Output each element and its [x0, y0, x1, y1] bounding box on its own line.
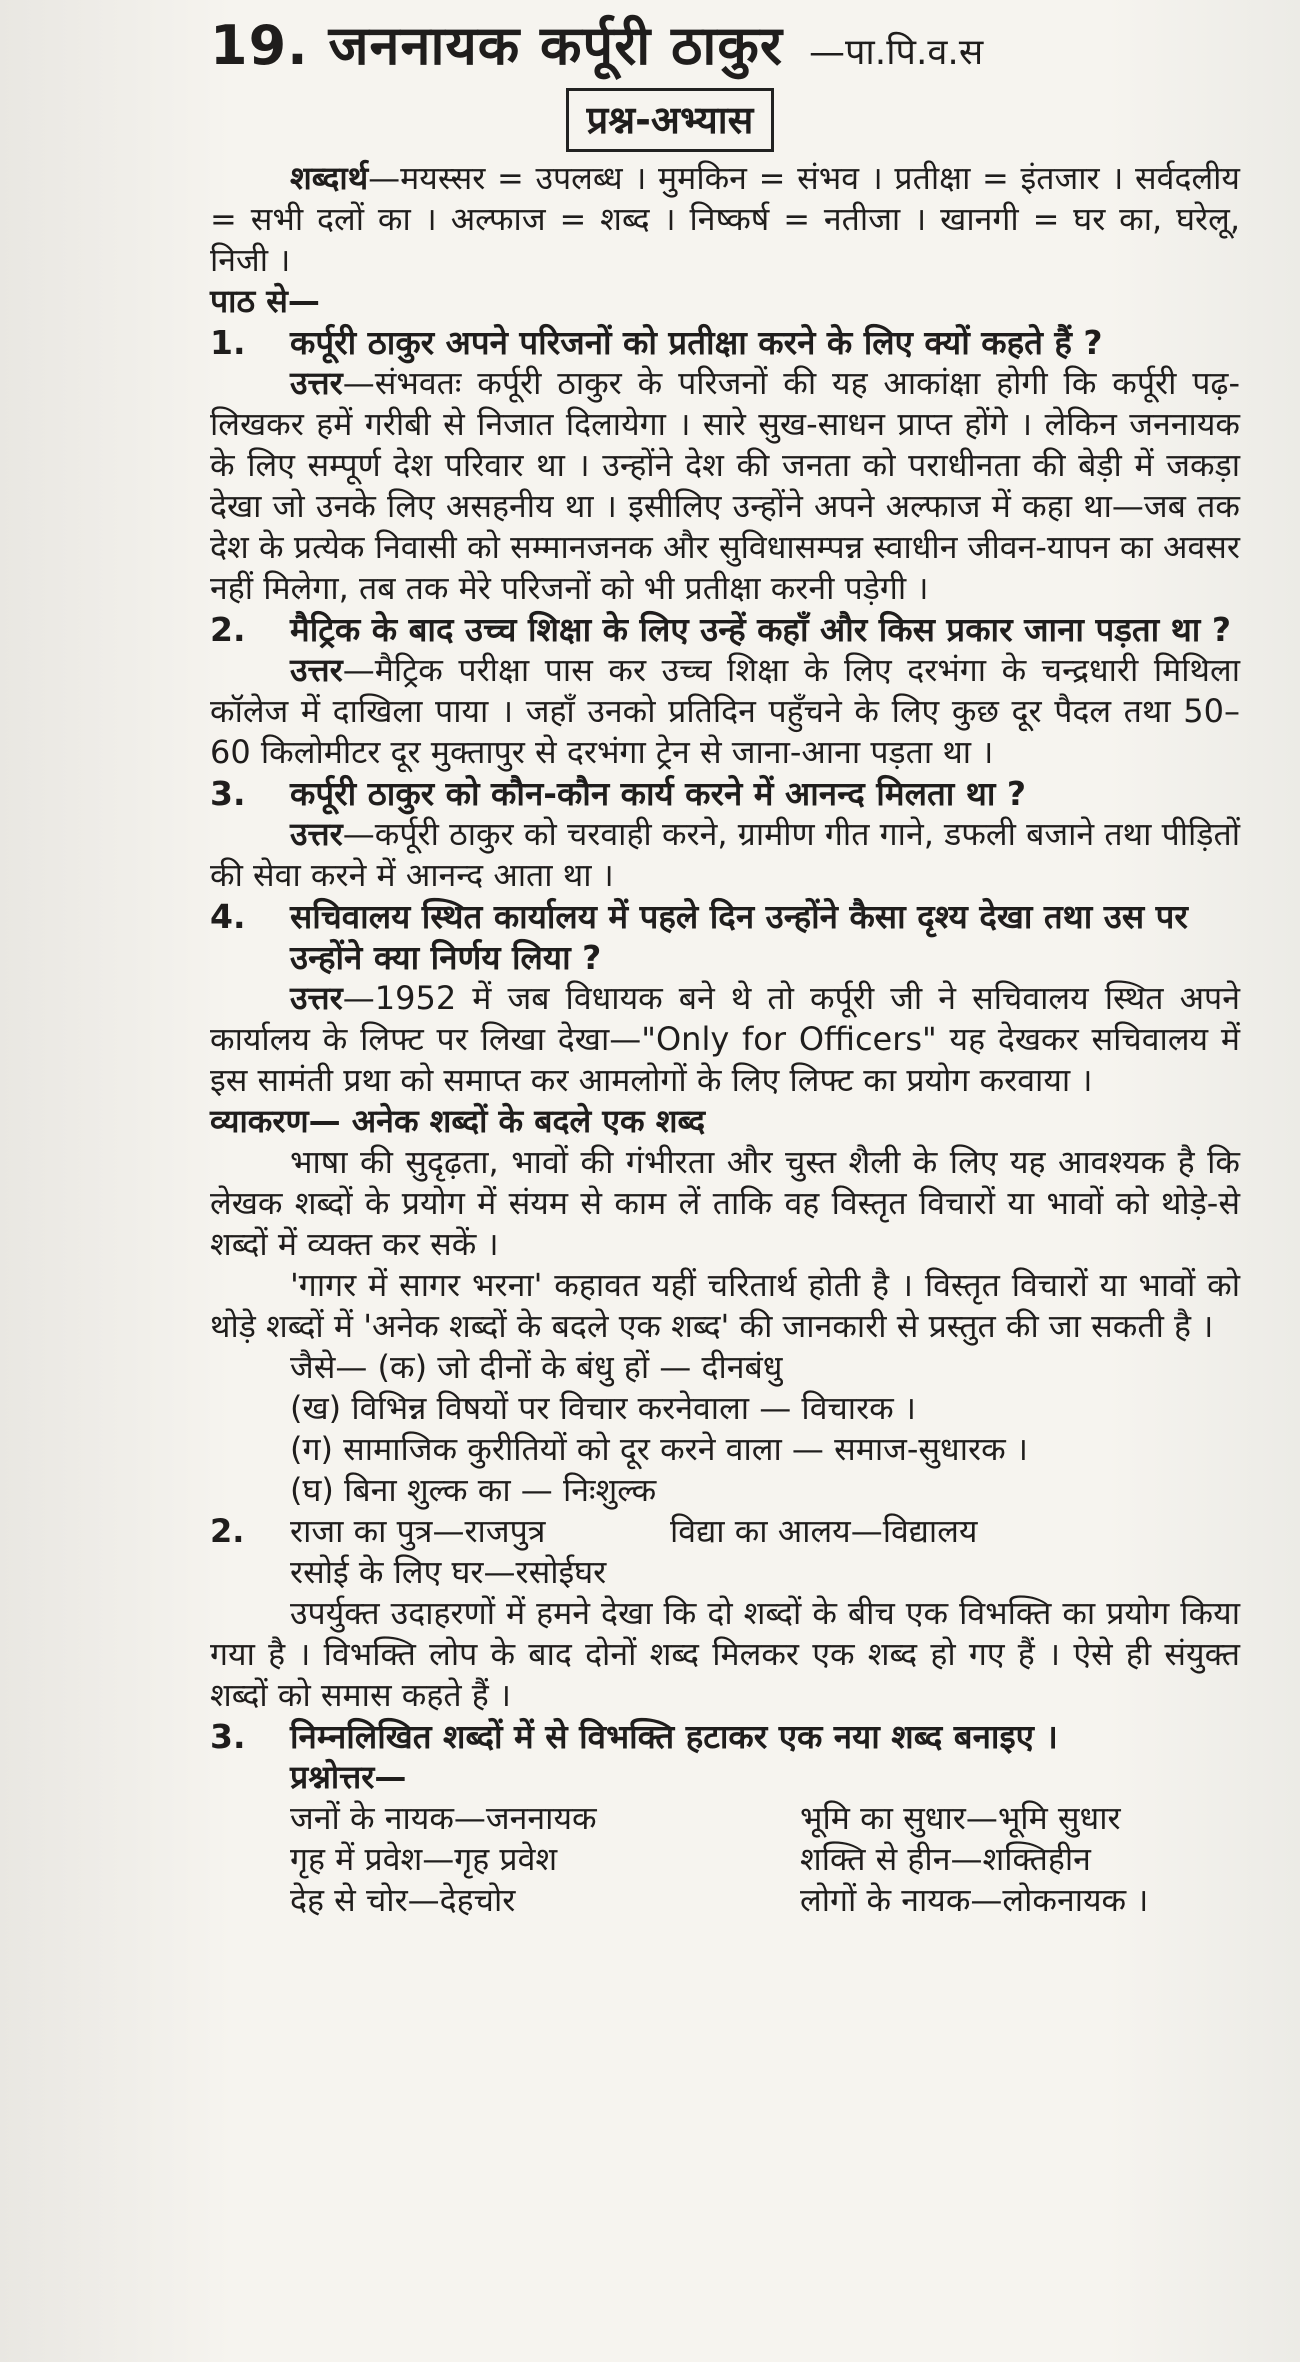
example-item: जैसे— (क) जो दीनों के बंधु हों — दीनबंधु: [290, 1348, 783, 1386]
grammar-paragraph: 'गागर में सागर भरना' कहावत यहीं चरितार्थ होती है । विस्तृत विचारों या भावों को थोड़े शब्दों में 'अनेक शब्दों के बदले एक शब्द' की जानकारी से प्रस्तुत की जा सकती है ।: [210, 1266, 1240, 1345]
question: [210, 609, 1240, 650]
answer-text: —1952 में जब विधायक बने थे तो कर्पूरी जी ने सचिवालय स्थित अपने कार्यालय के लिफ्ट पर लिखा देखा—"Only for Officers" यह देखकर सचिवालय में इस सामंती प्रथा को समाप्त कर आमलोगों के लिए लिफ्ट का प्रयोग करवाया ।: [210, 979, 1240, 1099]
question-block: [210, 609, 1240, 773]
pair-right: भूमि का सुधार—भूमि सुधार: [800, 1799, 1121, 1837]
pair-right: शक्ति से हीन—शक्तिहीन: [800, 1840, 1091, 1878]
chapter-header: [210, 6, 1240, 80]
glossary-text: —मयस्सर = उपलब्ध । मुमकिन = संभव । प्रतीक्षा = इंतजार । सर्वदलीय = सभी दलों का । अल्फाज = शब्द । निष्कर्ष = नतीजा । खानगी = घर का, घरेलू, निजी ।: [210, 159, 1240, 279]
pair-left: जनों के नायक—जननायक: [290, 1799, 597, 1837]
answers-label: प्रश्नोत्तर—: [290, 1758, 407, 1796]
pair-row: [210, 1880, 1240, 1921]
chapter-author: —पा.पि.व.स: [808, 32, 984, 73]
item-2-right: विद्या का आलय—विद्यालय: [670, 1512, 978, 1550]
pair-row: [210, 1798, 1240, 1839]
glossary: [210, 158, 1240, 281]
glossary-label: शब्दार्थ: [290, 159, 369, 197]
question-block: [210, 773, 1240, 896]
question-number: 2.: [210, 610, 246, 649]
answer: [210, 363, 1240, 609]
answer-text: —संभवतः कर्पूरी ठाकुर के परिजनों की यह आकांक्षा होगी कि कर्पूरी पढ़-लिखकर हमें गरीबी से निजात दिलायेगा । सारे सुख-साधन प्राप्त होंगे । लेकिन जननायक के लिए सम्पूर्ण देश परिवार था । उन्होंने देश की जनता को पराधीनता की बेड़ी में जकड़ा देखा जो उनके लिए असहनीय था । इसीलिए उन्होंने अपने अल्फाज में कहा था—जब तक देश के प्रत्येक निवासी को सम्मानजनक और सुविधासम्पन्न स्वाधीन जीवन-यापन का अवसर नहीं मिलेगा, तब तक मेरे परिजनों को भी प्रतीक्षा करनी पड़ेगी ।: [210, 364, 1240, 607]
from-lesson-heading: पाठ से—: [210, 282, 320, 320]
answer-label: उत्तर: [290, 651, 343, 689]
grammar-paragraph: भाषा की सुदृढ़ता, भावों की गंभीरता और चुस्त शैली के लिए यह आवश्यक है कि लेखक शब्दों के प्रयोग में संयम से काम लें ताकि वह विस्तृत विचारों या भावों को थोड़े-से शब्दों में व्यक्त कर सकें ।: [210, 1143, 1240, 1263]
item-number: 2.: [210, 1512, 245, 1550]
answer: [210, 650, 1240, 773]
answer-label: उत्तर: [290, 364, 343, 402]
samas-paragraph: उपर्युक्त उदाहरणों में हमने देखा कि दो शब्दों के बीच एक विभक्ति का प्रयोग किया गया है । विभक्ति लोप के बाद दोनों शब्द मिलकर एक शब्द हो गए हैं । ऐसे ही संयुक्त शब्दों को समास कहते हैं ।: [210, 1594, 1240, 1714]
question-block: [210, 322, 1240, 609]
pair-left: गृह में प्रवेश—गृह प्रवेश: [290, 1840, 558, 1878]
question-text: कर्पूरी ठाकुर को कौन-कौन कार्य करने में आनन्द मिलता था ?: [290, 774, 1027, 813]
item-3-text: निम्नलिखित शब्दों में से विभक्ति हटाकर एक नया शब्द बनाइए ।: [290, 1717, 1058, 1756]
item-2-line2: रसोई के लिए घर—रसोईघर: [290, 1553, 607, 1591]
item-number: 3.: [210, 1717, 246, 1756]
example-item: (ख) विभिन्न विषयों पर विचार करनेवाला — विचारक ।: [290, 1389, 917, 1427]
question: [210, 322, 1240, 363]
question-number: 1.: [210, 323, 246, 362]
question-block: [210, 896, 1240, 1101]
answer: [210, 814, 1240, 896]
question-text: मैट्रिक के बाद उच्च शिक्षा के लिए उन्हें कहाँ और किस प्रकार जाना पड़ता था ?: [290, 610, 1231, 649]
answer-label: उत्तर: [290, 815, 343, 853]
answer-text: —मैट्रिक परीक्षा पास कर उच्च शिक्षा के लिए दरभंगा के चन्द्रधारी मिथिला कॉलेज में दाखिला पाया । जहाँ उनको प्रतिदिन पहुँचने के लिए कुछ दूर पैदल तथा 50–60 किलोमीटर दूर मुक्तापुर से दरभंगा ट्रेन से जाना-आना पड़ता था ।: [210, 651, 1240, 771]
answer-text: —कर्पूरी ठाकुर को चरवाही करने, ग्रामीण गीत गाने, डफली बजाने तथा पीड़ितों की सेवा करने में आनन्द आता था ।: [210, 815, 1240, 894]
pair-row: [210, 1839, 1240, 1880]
section-box: प्रश्न-अभ्यास: [566, 88, 775, 152]
question-text: कर्पूरी ठाकुर अपने परिजनों को प्रतीक्षा करने के लिए क्यों कहते हैं ?: [290, 323, 1103, 362]
example-item: (ग) सामाजिक कुरीतियों को दूर करने वाला — समाज-सुधारक ।: [290, 1430, 1028, 1468]
question-number: 4.: [210, 897, 246, 936]
grammar-heading: व्याकरण— अनेक शब्दों के बदले एक शब्द: [210, 1102, 706, 1140]
example-item: (घ) बिना शुल्क का — निःशुल्क: [290, 1471, 657, 1509]
section-box-wrap: [210, 88, 1240, 152]
answer: [210, 978, 1240, 1101]
question: [210, 773, 1240, 814]
question-number: 3.: [210, 774, 246, 813]
answer-label: उत्तर: [290, 979, 343, 1017]
pair-right: लोगों के नायक—लोकनायक ।: [800, 1881, 1149, 1919]
item-2-left: राजा का पुत्र—राजपुत्र: [290, 1512, 546, 1550]
item-3-question: [210, 1716, 1240, 1757]
item-2: [210, 1511, 1240, 1552]
question: [210, 896, 1240, 978]
pair-left: देह से चोर—देहचोर: [290, 1881, 516, 1919]
question-text: सचिवालय स्थित कार्यालय में पहले दिन उन्होंने कैसा दृश्य देखा तथा उस पर उन्होंने क्या निर्णय लिया ?: [290, 897, 1188, 977]
chapter-title: 19. जननायक कर्पूरी ठाकुर: [210, 14, 783, 77]
